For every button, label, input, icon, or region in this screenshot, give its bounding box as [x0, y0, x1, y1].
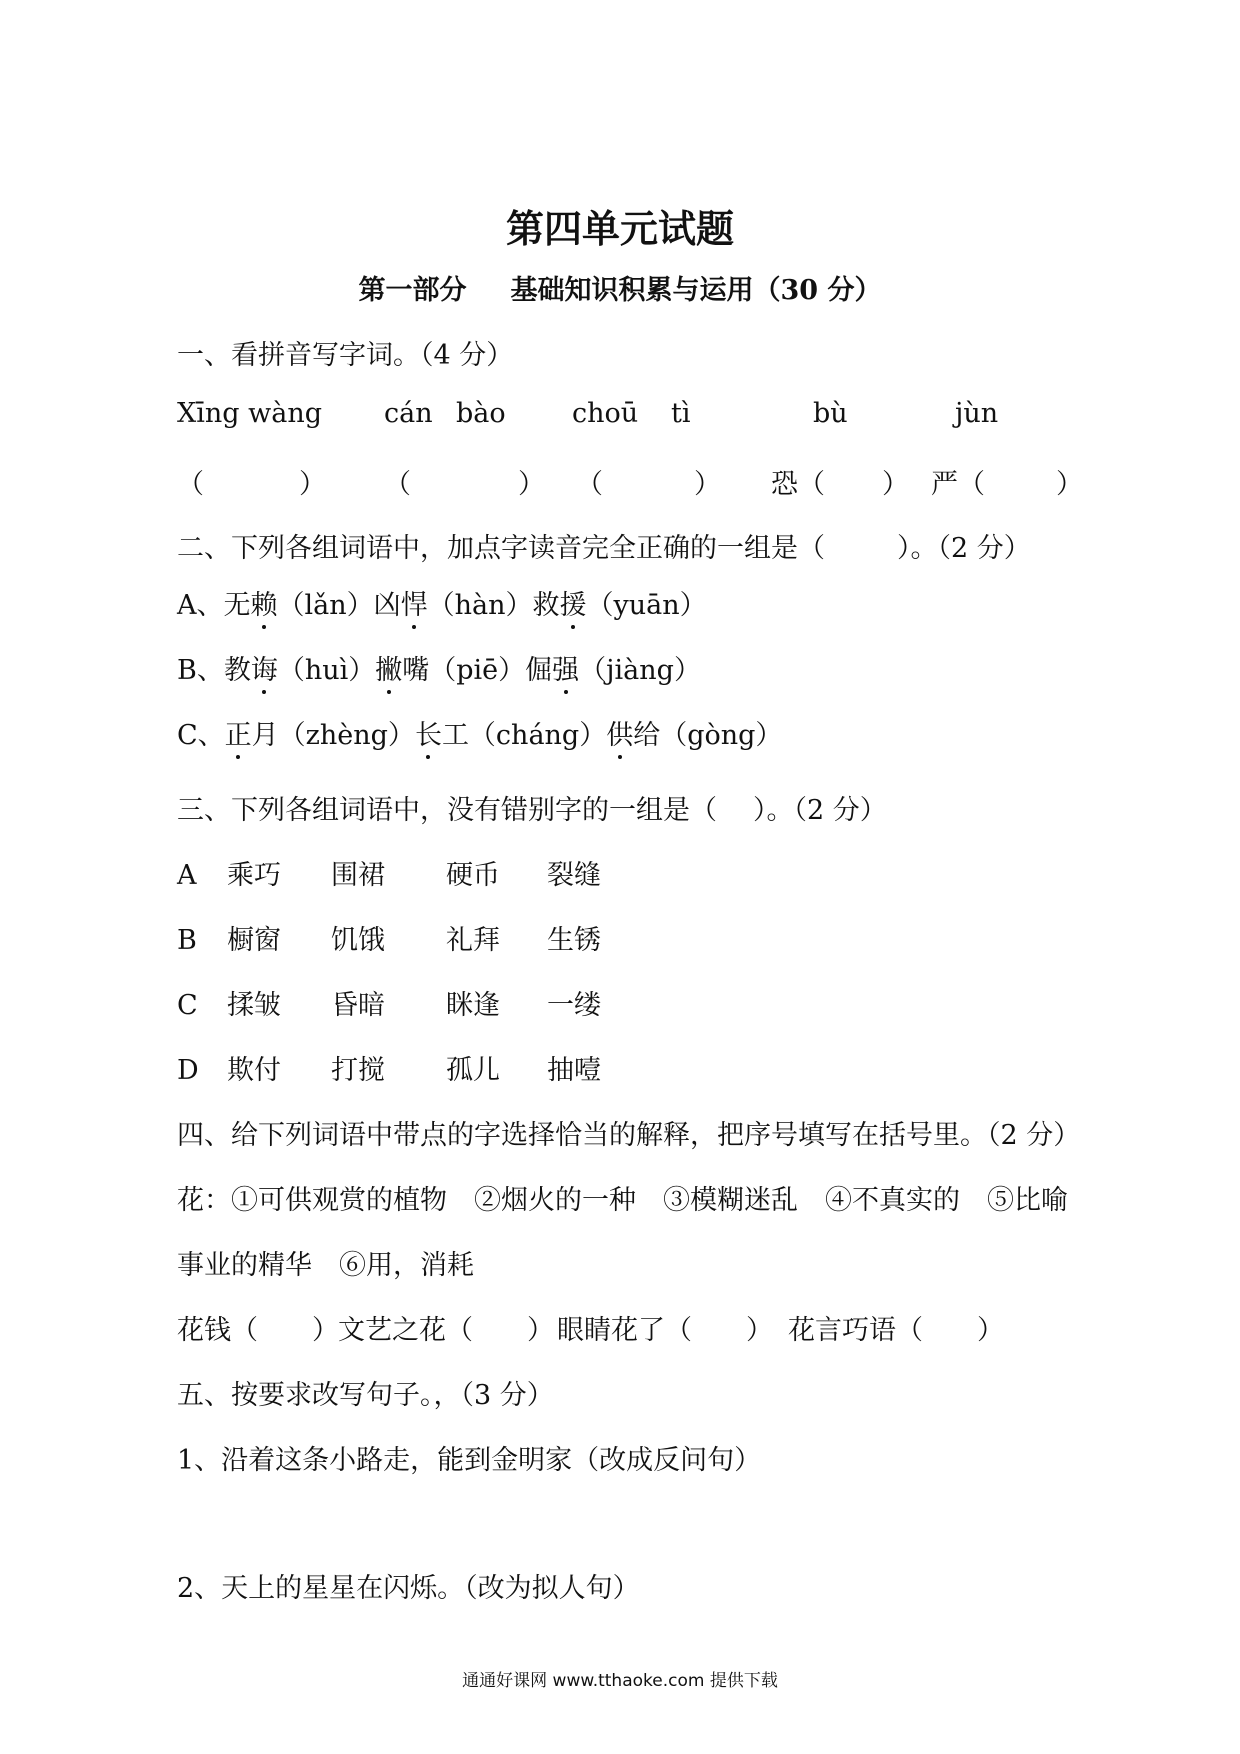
blank-close: ） — [518, 469, 545, 500]
option-text: （jiàng） — [579, 655, 701, 686]
blank-open: （ — [384, 469, 411, 500]
option-letter: B — [177, 925, 197, 956]
blank-yan: 严（ — [931, 469, 985, 500]
option-letter: A — [177, 860, 197, 891]
q5-sentence-2: 2、天上的星星在闪烁。（改为拟人句） — [177, 1573, 640, 1604]
q4-items — [177, 1308, 1004, 1347]
q2-option-b — [177, 648, 701, 687]
q3-heading-end: ）。（2 分） — [753, 795, 887, 826]
q4-item: 花言巧语（ ） — [788, 1315, 1004, 1346]
word: 眯逢 — [446, 990, 500, 1021]
option-text: 给（gòng） — [633, 720, 783, 751]
pinyin-bu: bù — [813, 398, 848, 429]
q3-option-a — [177, 853, 601, 892]
blank-close: ） — [882, 469, 909, 500]
word: 打搅 — [331, 1055, 385, 1086]
part-label: 第一部分 — [358, 275, 467, 306]
part-title: 基础知识积累与运用（30 分） — [510, 275, 882, 306]
blank-open: （ — [576, 469, 603, 500]
q3-option-b — [177, 918, 601, 957]
dotted-char: 诲 — [251, 648, 278, 687]
option-text: 嘴（piē）倔 — [402, 655, 553, 686]
dotted-char: 撇 — [375, 648, 402, 687]
dotted-char: 援 — [560, 583, 587, 622]
option-text: 月（zhèng） — [251, 720, 415, 751]
option-text: 工（cháng） — [441, 720, 607, 751]
q2-heading-end: ）。（2 分） — [897, 533, 1031, 564]
dotted-char: 悍 — [401, 583, 428, 622]
word: 一缕 — [547, 990, 601, 1021]
option-text: （huì） — [277, 655, 376, 686]
pinyin-ti: tì — [671, 398, 691, 429]
word: 裂缝 — [547, 860, 601, 891]
word: 围裙 — [331, 860, 385, 891]
q2-option-a — [177, 583, 707, 622]
q3-option-d — [177, 1048, 601, 1087]
word: 昏暗 — [331, 990, 385, 1021]
dotted-char: 赖 — [251, 583, 278, 622]
q4-item: 文艺之花（ ） — [338, 1315, 554, 1346]
part-heading — [0, 268, 1240, 307]
word: 生锈 — [547, 925, 601, 956]
q3-option-c — [177, 983, 601, 1022]
dotted-char: 供 — [606, 713, 633, 752]
pinyin-chou: choū — [572, 398, 639, 429]
q1-heading: 一、看拼音写字词。（4 分） — [177, 340, 514, 371]
footer-source: 通通好课网 www.tthaoke.com 提供下载 — [462, 1671, 778, 1691]
blank-close: ） — [694, 469, 721, 500]
word: 饥饿 — [331, 925, 385, 956]
option-text: （hàn）救 — [427, 590, 560, 621]
option-letter: A、 — [177, 590, 224, 621]
q3-heading-text: 三、下列各组词语中，没有错别字的一组是（ — [177, 795, 717, 826]
option-text: （lǎn）凶 — [277, 590, 401, 621]
pinyin-bao: bào — [456, 398, 506, 429]
option-letter: B、 — [177, 655, 224, 686]
word: 硬币 — [446, 860, 500, 891]
dotted-char: 强 — [552, 648, 579, 687]
word: 抽噎 — [547, 1055, 601, 1086]
dotted-char: 正 — [225, 713, 252, 752]
q2-heading-text: 二、下列各组词语中，加点字读音完全正确的一组是（ — [177, 533, 825, 564]
q2-option-c — [177, 713, 782, 752]
option-text: 教 — [223, 655, 251, 686]
q3-heading — [177, 788, 887, 827]
option-letter: C、 — [177, 720, 225, 751]
word: 欺付 — [227, 1055, 281, 1086]
q5-heading: 五、按要求改写句子。，（3 分） — [177, 1380, 554, 1411]
pinyin-can: cán — [384, 398, 433, 429]
q4-definitions-line2: 事业的精华 ⑥用，消耗 — [177, 1250, 474, 1281]
option-text: （yuān） — [586, 590, 707, 621]
q4-item: 眼睛花了（ ） — [557, 1315, 773, 1346]
q4-definitions-line1: 花：①可供观赏的植物 ②烟火的一种 ③模糊迷乱 ④不真实的 ⑤比喻 — [177, 1185, 1068, 1216]
word: 孤儿 — [446, 1055, 500, 1086]
blank-close: ） — [1056, 469, 1083, 500]
blank-close: ） — [299, 469, 326, 500]
q4-item: 花钱（ ） — [177, 1315, 339, 1346]
word: 乘巧 — [227, 860, 281, 891]
option-letter: C — [177, 990, 198, 1021]
q5-sentence-1: 1、沿着这条小路走，能到金明家（改成反问句） — [177, 1445, 762, 1476]
word: 橱窗 — [227, 925, 281, 956]
page-title: 第四单元试题 — [505, 206, 734, 251]
pinyin-xingwang: Xīng wàng — [177, 398, 322, 429]
word: 揉皱 — [227, 990, 281, 1021]
word: 礼拜 — [446, 925, 500, 956]
q2-heading — [177, 526, 1031, 565]
option-text: 无 — [223, 590, 251, 621]
blank-open: （ — [177, 469, 204, 500]
q4-heading: 四、给下列词语中带点的字选择恰当的解释，把序号填写在括号里。（2 分） — [177, 1120, 1081, 1151]
dotted-char: 长 — [415, 713, 442, 752]
blank-kong: 恐（ — [771, 469, 825, 500]
pinyin-jun: jùn — [955, 398, 999, 429]
option-letter: D — [177, 1055, 199, 1086]
